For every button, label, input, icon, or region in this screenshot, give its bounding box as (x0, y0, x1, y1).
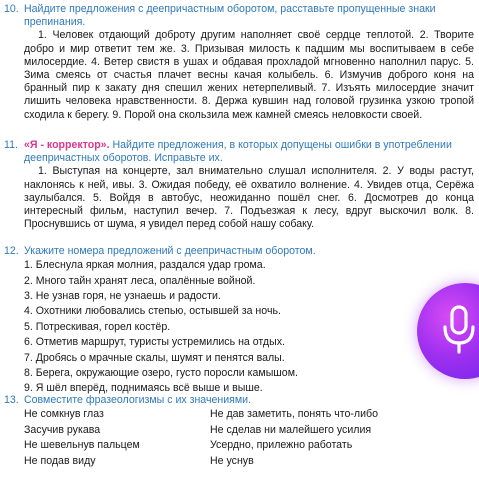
meaning-item: Не уснув (210, 454, 254, 467)
task-11 (4, 139, 474, 231)
task-heading (24, 139, 474, 165)
list-item: 7. Дробясь о мрачные скалы, шумят и пенятся валы. (24, 351, 285, 364)
idiom-item: Не шевельнув пальцем (24, 439, 140, 452)
task-body: 1. Выступая на концерте, зал внимательно слушал исполнителя. 2. У воды растут, наклонясь к ней, ивы. 3. Ожидая победу, её охватило волнение. 4. Увидев отца, Серёжа заулыбался. 5. Войдя в автобус, неожиданно пошёл снег. 6. Досмотрев до конца интересный фильм, наступил вечер. 7. Подъезжая к лесу, вдруг выскочил волк. 8. Проснувшись от шума, я увидел перед собой нашу собаку. (24, 165, 474, 231)
task-body: 1. Человек отдающий доброту другим наполняет своё сердце теплотой. 2. Творите добро и мир ответит тем же. 3. Призывая милость к падшим мы воспитываем в себе милосердие. 4. Ветер свистя в ушах и обдавая прохладой мгновенно наполнил парус. 5. Зима смеясь от счастья плачет весны качая колыбель. 6. Измучив доброго коня на бранный пир к закату дня спешил жених нетерпеливый. 7. Изъять милосердие значит лишить человека нравственности. 8. Держа кувшин над головой грузинка узкою тропой сходила к берегу. 9. Порой она скользила меж камней смеясь неловкости своей. (24, 29, 474, 121)
task-heading: Найдите предложения с деепричастным оборотом, расставьте пропущенные знаки препинания. (24, 3, 436, 29)
task-heading: Укажите номера предложений с деепричастным оборотом. (24, 245, 316, 257)
list-item: 9. Я шёл вперёд, поднимаясь всё выше и выше. (24, 382, 263, 395)
sentence-list (24, 258, 474, 397)
list-item: 2. Много тайн хранят леса, опалённые войной. (24, 274, 256, 287)
task-number: 13. (4, 394, 19, 406)
task-12 (4, 245, 474, 397)
task-13 (4, 394, 474, 470)
task-heading-highlight: «Я - корректор». (24, 139, 110, 151)
task-number: 10. (4, 3, 19, 15)
task-heading: Совместите фразеологизмы с их значениями. (24, 394, 252, 406)
list-item: 8. Берега, окружающие озеро, густо поросли камышом. (24, 366, 298, 379)
list-item: 3. Не узнав горя, не узнаешь и радости. (24, 289, 221, 302)
task-heading-text: Найдите предложения, в которых допущены ошибки в употреблении деепричастных оборотов. Исправьте их. (24, 139, 452, 165)
meaning-item: Не дав заметить, понять что-либо (210, 408, 378, 421)
meaning-item: Не сделав ни малейшего усилия (210, 423, 372, 436)
task-number: 12. (4, 245, 19, 257)
list-item: 4. Охотники любовались степью, остывшей за ночь. (24, 305, 281, 318)
list-item: 5. Потрескивая, горел костёр. (24, 320, 171, 333)
idiom-item: Засучив рукава (24, 423, 101, 436)
task-10 (4, 3, 474, 122)
list-item: 6. Отметив маршрут, туристы устремились на отдых. (24, 336, 285, 349)
matching-grid (24, 407, 474, 469)
microphone-icon (439, 303, 479, 357)
meaning-item: Усердно, прилежно работать (210, 439, 353, 452)
task-number: 11. (4, 139, 18, 151)
list-item: 1. Блеснула яркая молния, раздался удар грома. (24, 259, 266, 272)
idiom-item: Не подав виду (24, 454, 96, 467)
idiom-item: Не сомкнув глаз (24, 408, 104, 421)
